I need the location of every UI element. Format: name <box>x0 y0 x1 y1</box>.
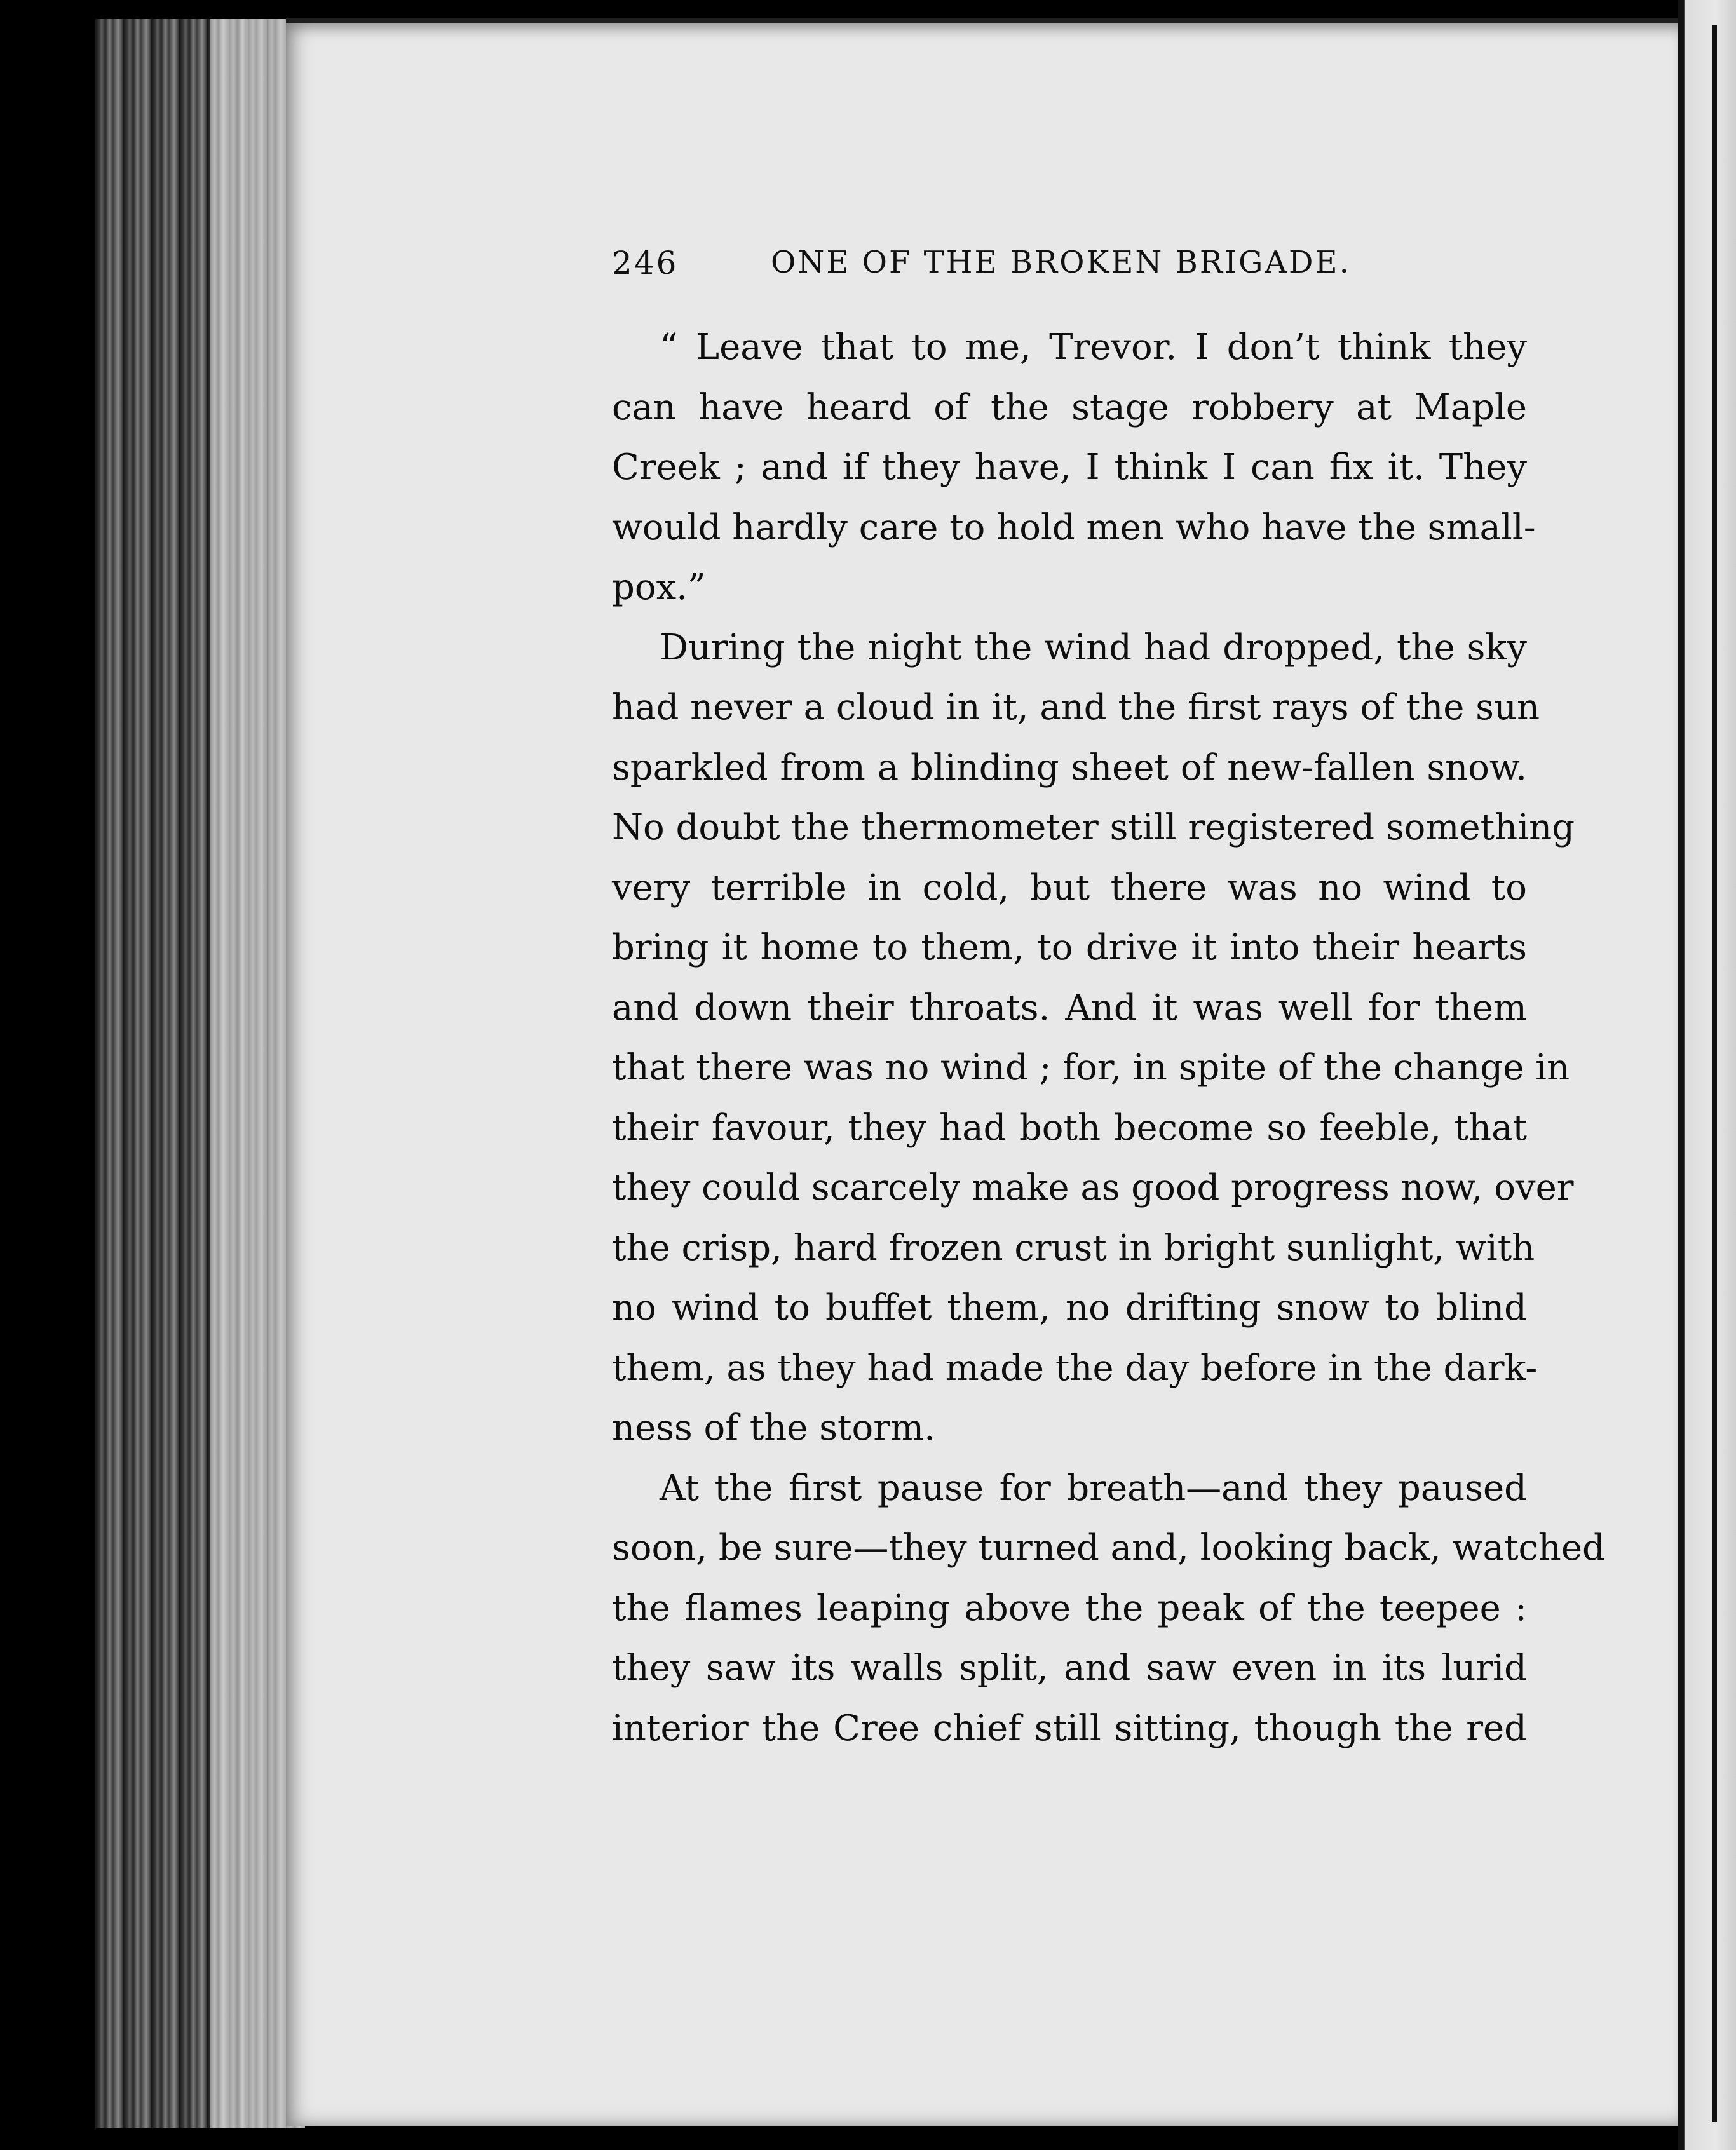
paragraph-2 <box>612 618 1575 1459</box>
text-line: the flames leaping above the peak of the teepee : <box>612 1587 1527 1629</box>
gutter-line <box>1712 25 1717 2122</box>
facing-page-edge <box>1678 0 1736 2150</box>
text-line: No doubt the thermometer still registered something <box>612 807 1575 848</box>
text-line: they could scarcely make as good progress now, over <box>612 1167 1574 1208</box>
text-line: Creek ; and if they have, I think I can fix it. They <box>612 447 1527 488</box>
running-head <box>612 245 1374 289</box>
text-line: that there was no wind ; for, in spite of the change in <box>612 1047 1570 1088</box>
text-line: “ Leave that to me, Trevor. I don’t think they <box>660 327 1527 368</box>
text-line: the crisp, hard frozen crust in bright sunlight, with <box>612 1227 1535 1269</box>
text-line: ness of the storm. <box>612 1407 935 1449</box>
text-line: At the first pause for breath—and they paused <box>660 1467 1527 1509</box>
text-line: them, as they had made the day before in the dark- <box>612 1347 1538 1389</box>
text-line: bring it home to them, to drive it into their hearts <box>612 927 1527 968</box>
text-line: their favour, they had both become so feeble, that <box>612 1107 1527 1149</box>
text-line: very terrible in cold, but there was no wind to <box>612 867 1527 909</box>
text-line: soon, be sure—they turned and, looking back, watched <box>612 1527 1605 1569</box>
running-title: ONE OF THE BROKEN BRIGADE. <box>771 245 1351 280</box>
text-line: would hardly care to hold men who have the small- <box>612 506 1536 548</box>
page-number: 246 <box>612 245 679 281</box>
text-line: interior the Cree chief still sitting, though the red <box>612 1707 1527 1749</box>
text-line: can have heard of the stage robbery at Maple <box>612 386 1527 428</box>
text-line: no wind to buffet them, no drifting snow to blind <box>612 1287 1527 1329</box>
text-line: and down their throats. And it was well for them <box>612 987 1527 1029</box>
text-line: During the night the wind had dropped, the sky <box>660 626 1527 668</box>
body-text <box>612 318 1605 1759</box>
text-line: had never a cloud in it, and the first rays of the sun <box>612 687 1540 728</box>
text-line: sparkled from a blinding sheet of new-fallen snow. <box>612 747 1527 788</box>
text-line: they saw its walls split, and saw even in its lurid <box>612 1647 1527 1689</box>
paragraph-1 <box>612 318 1536 618</box>
paragraph-3 <box>612 1459 1605 1759</box>
text-line: pox.” <box>612 567 706 608</box>
